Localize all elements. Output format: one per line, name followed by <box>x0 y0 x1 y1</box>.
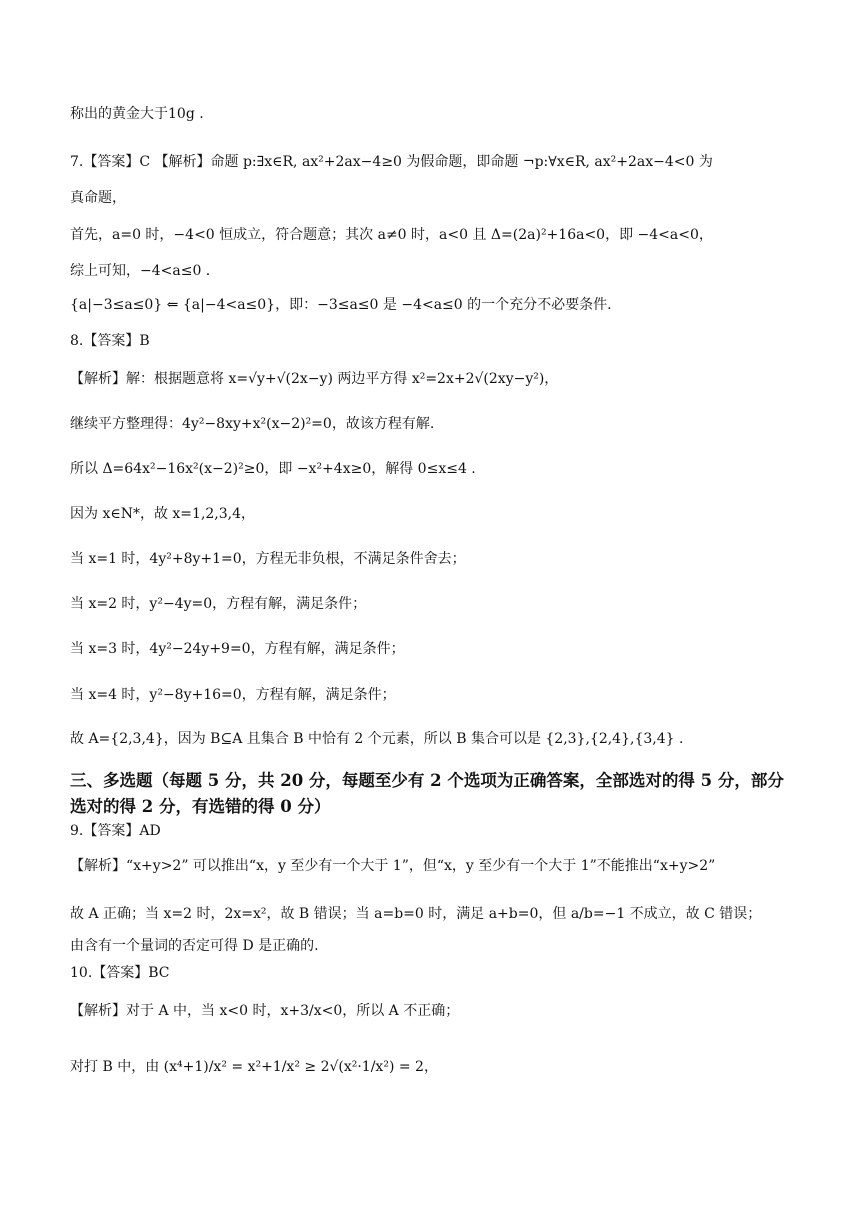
text-line: {a|−3≤a≤0} ⇐ {a|−4<a≤0}，即：−3≤a≤0 是 −4<a≤0 的一个充分不必要条件. <box>70 297 612 313</box>
text-line: 当 x=4 时，y²−8y+16=0，方程有解，满足条件； <box>70 687 396 703</box>
answer-7-line: 7.【答案】C 【解析】命题 p:∃x∈R, ax²+2ax−4≥0 为假命题，即命题 ¬p:∀x∈R, ax²+2ax−4<0 为 <box>70 154 713 170</box>
text-line: 【解析】对于 A 中，当 x<0 时，x+3/x<0，所以 A 不正确； <box>70 1003 460 1019</box>
text-line: 对打 B 中，由 (x⁴+1)/x² = x²+1/x² ≥ 2√(x²·1/x²) = 2， <box>70 1059 438 1075</box>
text-line: 综上可知，−4<a≤0 . <box>70 263 211 279</box>
text-line: 【解析】解：根据题意将 x=√y+√(2x−y) 两边平方得 x²=2x+2√(2xy−y²)， <box>70 371 559 387</box>
text-line: 继续平方整理得：4y²−8xy+x²(x−2)²=0，故该方程有解. <box>70 416 435 432</box>
text-line: 由含有一个量词的否定可得 D 是正确的. <box>70 938 319 954</box>
text-line: 首先，a=0 时，−4<0 恒成立，符合题意；其次 a≠0 时，a<0 且 Δ=(2a)²+16a<0，即 −4<a<0， <box>70 227 713 243</box>
text-line: 当 x=1 时，4y²+8y+1=0，方程无非负根，不满足条件舍去； <box>70 551 466 567</box>
answer-10-line: 10.【答案】BC <box>70 965 170 981</box>
text-line: 因为 x∈N*，故 x=1,2,3,4， <box>70 506 256 522</box>
section-heading: 三、多选题（每题 5 分，共 20 分，每题至少有 2 个选项为正确答案，全部选对的得 5 分，部分 <box>70 771 784 790</box>
text-line: 真命题， <box>70 190 126 206</box>
text-line: 故 A={2,3,4}，因为 B⊆A 且集合 B 中恰有 2 个元素，所以 B 集合可以是 {2,3},{2,4},{3,4} . <box>70 731 684 747</box>
answer-9-line: 9.【答案】AD <box>70 823 161 839</box>
text-line: 当 x=2 时，y²−4y=0，方程有解，满足条件； <box>70 596 367 612</box>
text-line: 【解析】“x+y>2” 可以推出“x，y 至少有一个大于 1”，但“x，y 至少有一个大于 1”不能推出“x+y>2” <box>70 858 716 874</box>
section-heading: 选对的得 2 分，有选错的得 0 分） <box>70 797 331 816</box>
text-line: 所以 Δ=64x²−16x²(x−2)²≥0，即 −x²+4x≥0，解得 0≤x≤4 . <box>70 461 476 477</box>
text-line: 称出的黄金大于10g . <box>70 106 204 122</box>
text-line: 故 A 正确；当 x=2 时，2x=x²，故 B 错误；当 a=b=0 时，满足 a+b=0，但 a/b=−1 不成立，故 C 错误； <box>70 906 762 922</box>
text-line: 当 x=3 时，4y²−24y+9=0，方程有解，满足条件； <box>70 641 405 657</box>
answer-8-line: 8.【答案】B <box>70 333 150 349</box>
